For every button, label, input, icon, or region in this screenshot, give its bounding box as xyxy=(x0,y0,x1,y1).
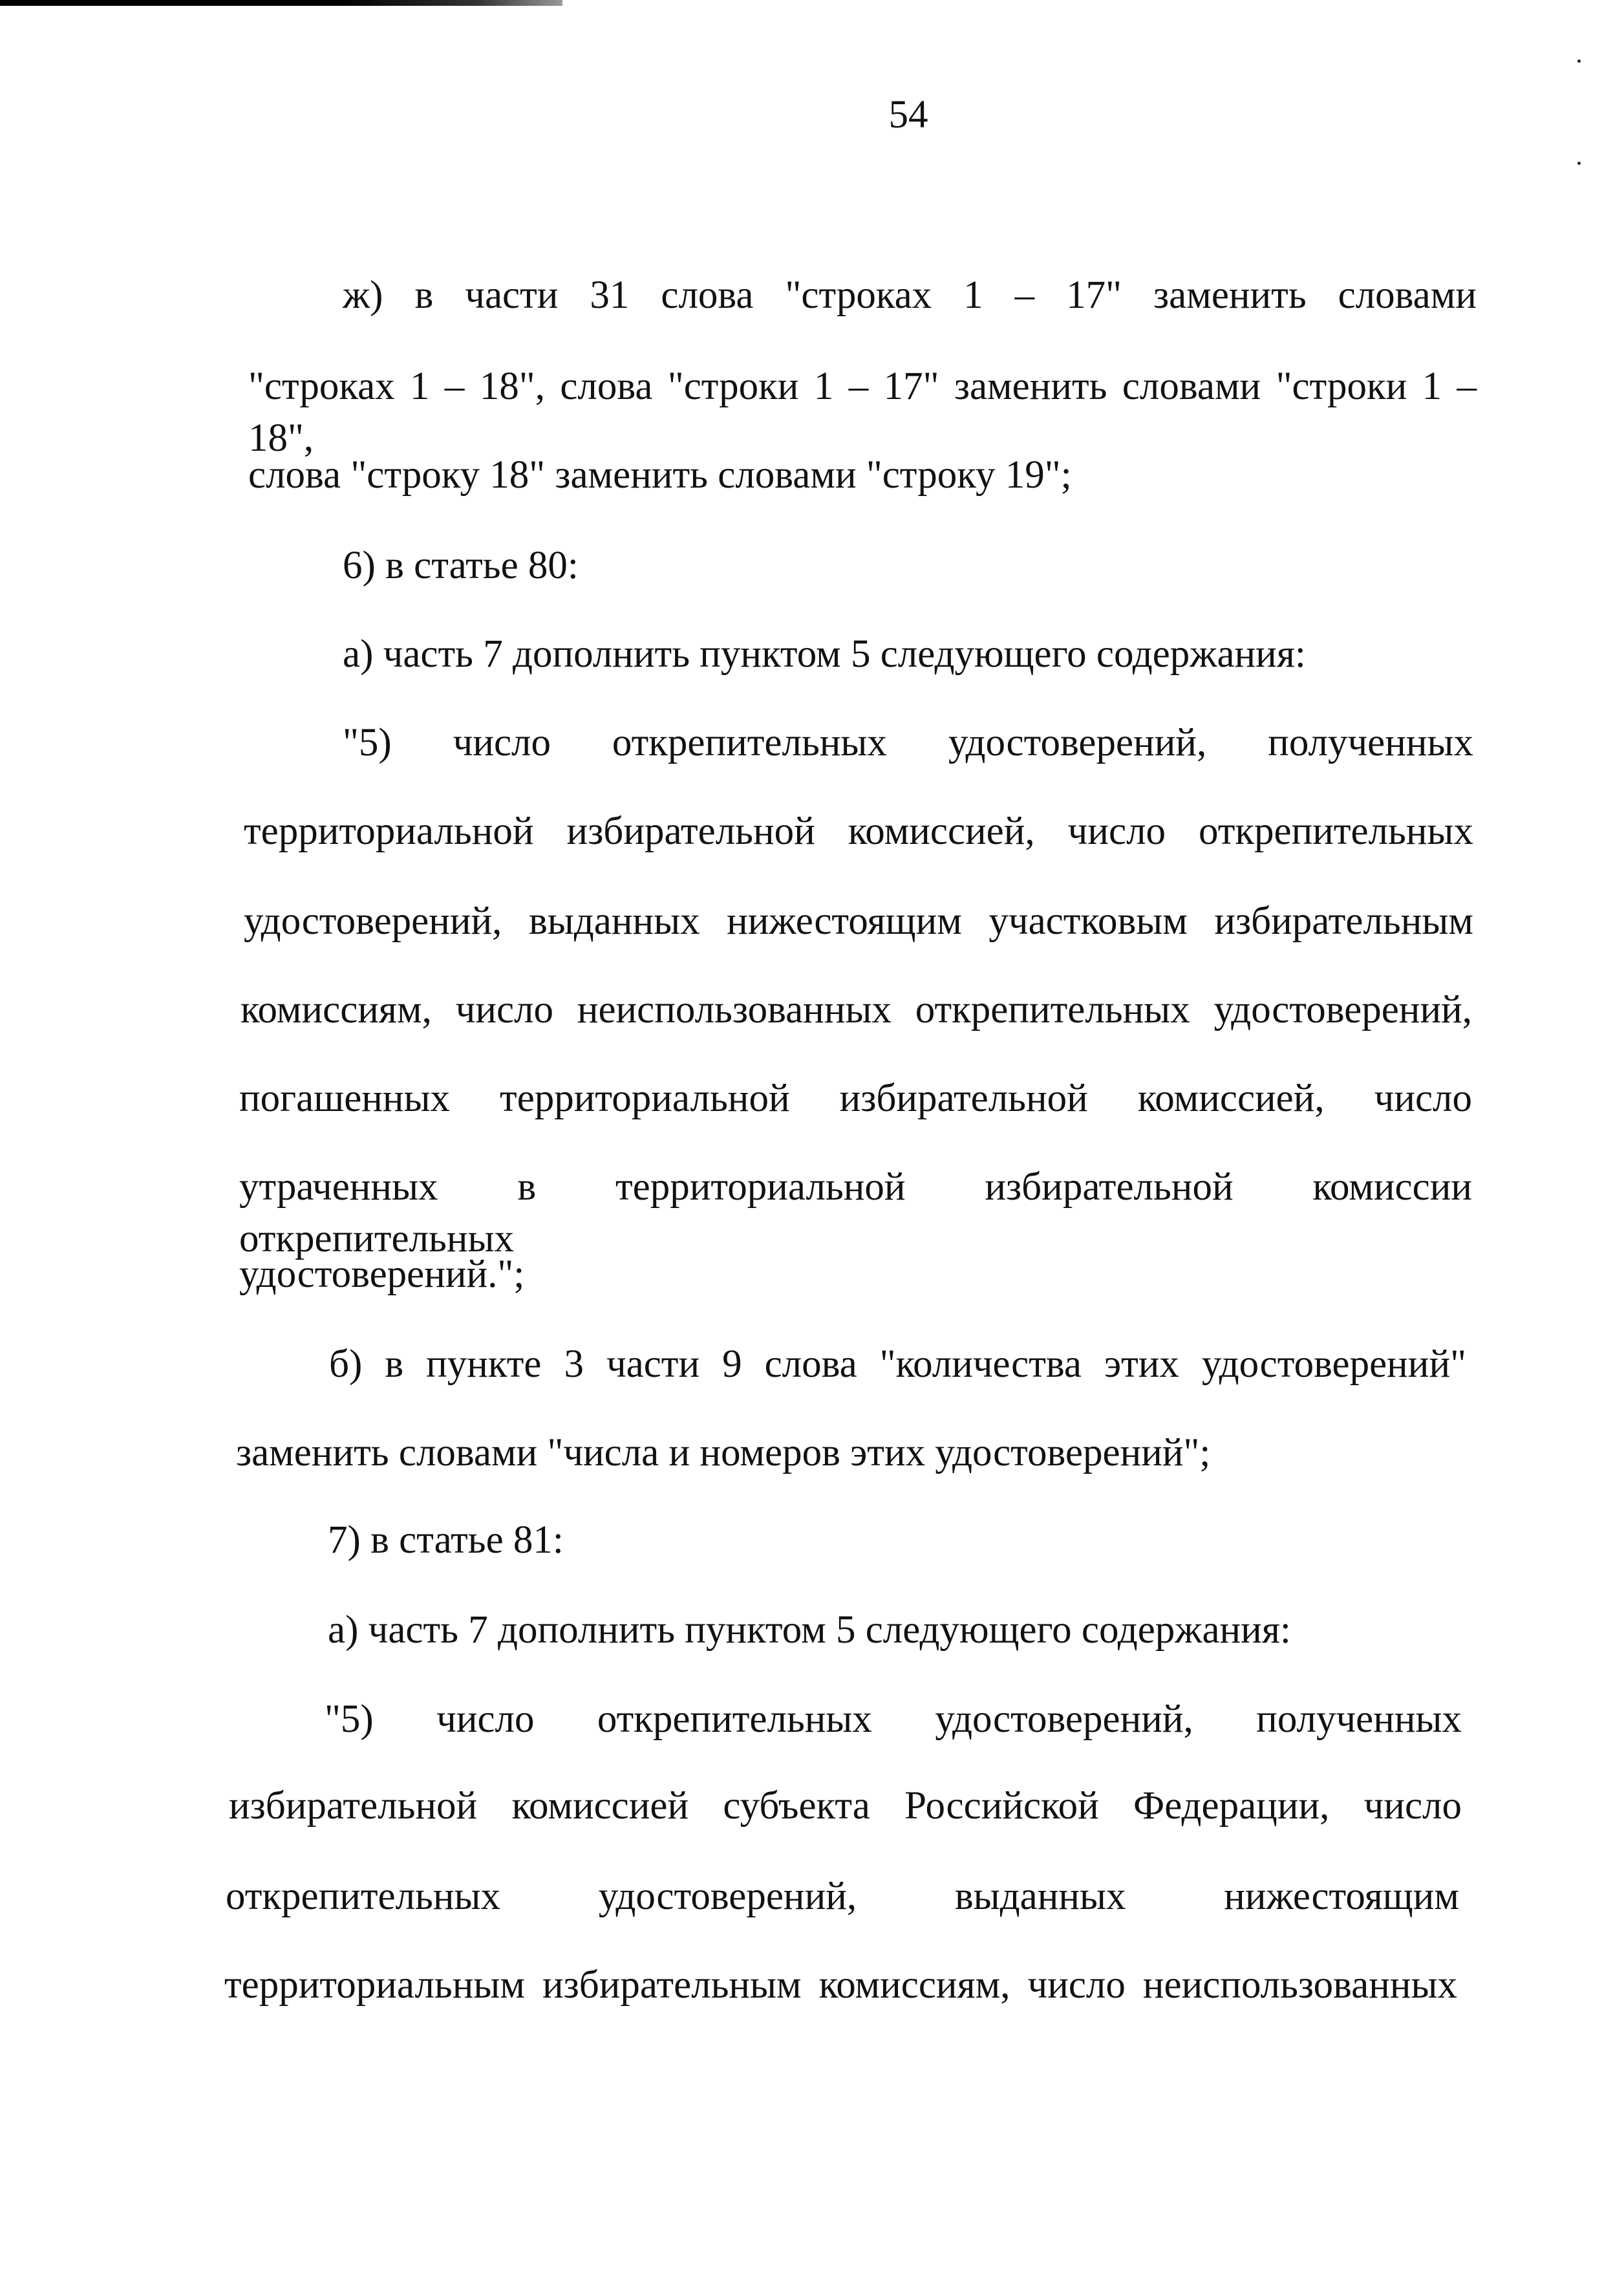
text-line: комиссиям, число неиспользованных открепительных удостоверений, xyxy=(240,988,1472,1031)
text-line: погашенных территориальной избирательной комиссией, число xyxy=(239,1077,1472,1120)
text-line: а) часть 7 дополнить пунктом 5 следующего содержания: xyxy=(328,1608,1291,1652)
text-line: "5) число открепительных удостоверений, полученных xyxy=(343,721,1473,764)
text-line: а) часть 7 дополнить пунктом 5 следующего содержания: xyxy=(343,632,1306,676)
text-line: заменить словами "числа и номеров этих удостоверений"; xyxy=(236,1431,1211,1474)
scan-edge-line xyxy=(0,0,562,6)
text-line: открепительных удостоверений, выданных нижестоящим xyxy=(226,1875,1459,1918)
text-line: утраченных в территориальной избирательной комиссии открепительных xyxy=(239,1165,1472,1260)
text-line: избирательной комиссией субъекта Российской Федерации, число xyxy=(229,1784,1462,1828)
text-line: "строках 1 – 18", слова "строки 1 – 17" заменить словами "строки 1 – 18", xyxy=(248,365,1477,460)
text-line: удостоверений."; xyxy=(239,1253,525,1296)
scan-speck xyxy=(1577,162,1581,165)
text-line: ж) в части 31 слова "строках 1 – 17" заменить словами xyxy=(343,274,1477,317)
text-line: "5) число открепительных удостоверений, полученных xyxy=(325,1698,1462,1741)
page-number: 54 xyxy=(888,93,928,136)
text-line: б) в пункте 3 части 9 слова "количества этих удостоверений" xyxy=(329,1342,1466,1386)
text-line: слова "строку 18" заменить словами "строку 19"; xyxy=(248,453,1072,497)
text-line: 6) в статье 80: xyxy=(343,544,579,587)
text-line: удостоверений, выданных нижестоящим участковым избирательным xyxy=(244,900,1473,943)
text-line: территориальной избирательной комиссией, число открепительных xyxy=(244,810,1473,853)
text-line: территориальным избирательным комиссиям, число неиспользованных xyxy=(224,1963,1457,2007)
scan-speck xyxy=(1577,59,1581,63)
text-line: 7) в статье 81: xyxy=(328,1518,564,1562)
